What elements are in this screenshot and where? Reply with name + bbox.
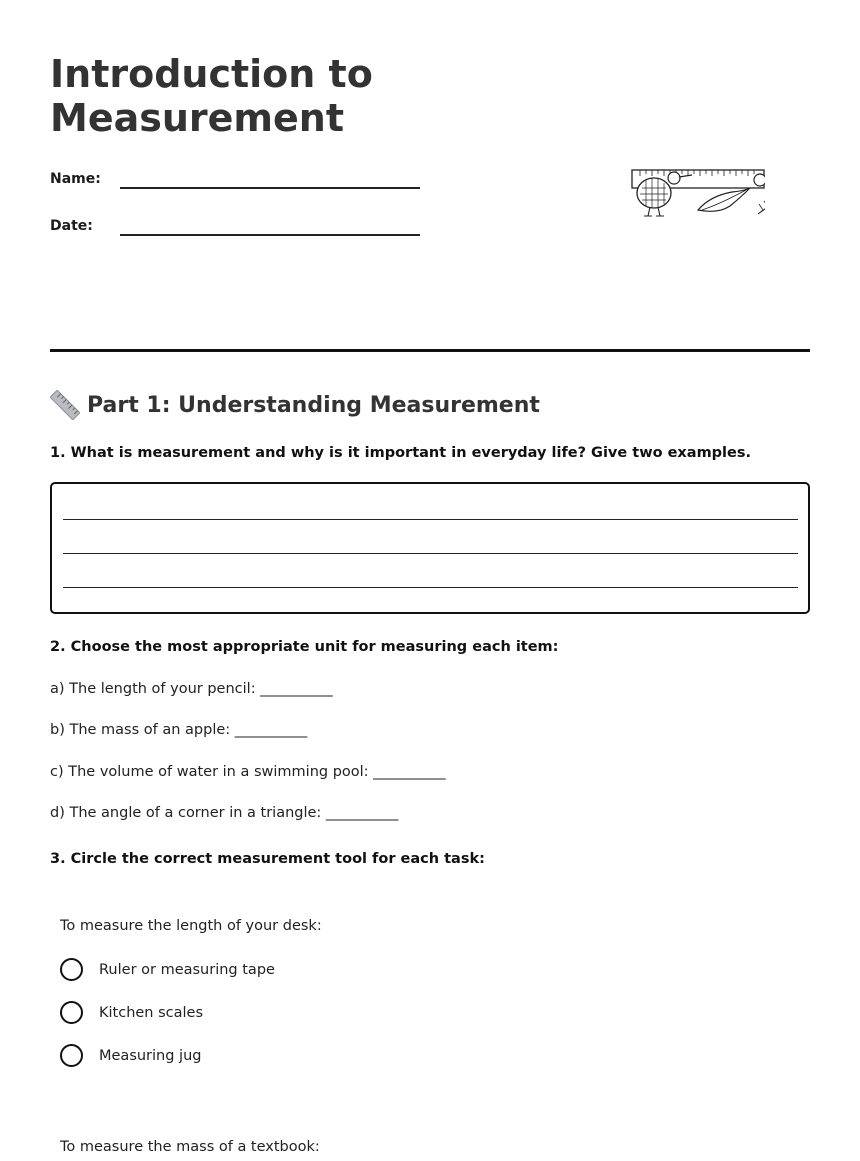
ruler-icon (50, 390, 80, 420)
question-2-item-c[interactable]: c) The volume of water in a swimming pool: __________ (50, 764, 446, 780)
option-label: Measuring jug (99, 1047, 202, 1064)
option-measuring-jug[interactable] (60, 1044, 201, 1067)
question-1-answer-box[interactable] (50, 482, 810, 614)
option-kitchen-scales[interactable] (60, 1001, 203, 1024)
part1-heading (50, 390, 540, 420)
question-2: 2. Choose the most appropriate unit for measuring each item: (50, 639, 559, 655)
radio-circle[interactable] (60, 1044, 83, 1067)
part1-heading-text: Part 1: Understanding Measurement (87, 392, 540, 418)
answer-line (63, 553, 798, 554)
date-field[interactable] (50, 211, 420, 236)
option-label: Ruler or measuring tape (99, 961, 275, 978)
radio-circle[interactable] (60, 958, 83, 981)
radio-circle[interactable] (60, 1001, 83, 1024)
name-label: Name: (50, 171, 101, 187)
question-2-item-d[interactable]: d) The angle of a corner in a triangle: __________ (50, 805, 399, 821)
question-1: 1. What is measurement and why is it important in everyday life? Give two examples. (50, 445, 751, 461)
question-3: 3. Circle the correct measurement tool for each task: (50, 851, 485, 867)
page-title: Introduction to Measurement (50, 52, 373, 140)
date-label: Date: (50, 218, 93, 234)
answer-line (63, 587, 798, 588)
section-divider (50, 349, 810, 352)
answer-line (63, 519, 798, 520)
question-3-task-2-prompt: To measure the mass of a textbook: (60, 1139, 320, 1155)
option-label: Kitchen scales (99, 1004, 204, 1021)
question-2-item-b[interactable]: b) The mass of an apple: __________ (50, 722, 308, 738)
name-field[interactable] (50, 164, 420, 189)
date-input-line[interactable] (120, 211, 420, 236)
worksheet-header (50, 0, 810, 352)
option-ruler-or-measuring-tape[interactable] (60, 958, 275, 981)
question-2-item-a[interactable]: a) The length of your pencil: __________ (50, 681, 333, 697)
name-input-line[interactable] (120, 164, 420, 189)
question-3-task-1-prompt: To measure the length of your desk: (60, 918, 322, 934)
kiwi-ruler-illustration (580, 158, 765, 228)
